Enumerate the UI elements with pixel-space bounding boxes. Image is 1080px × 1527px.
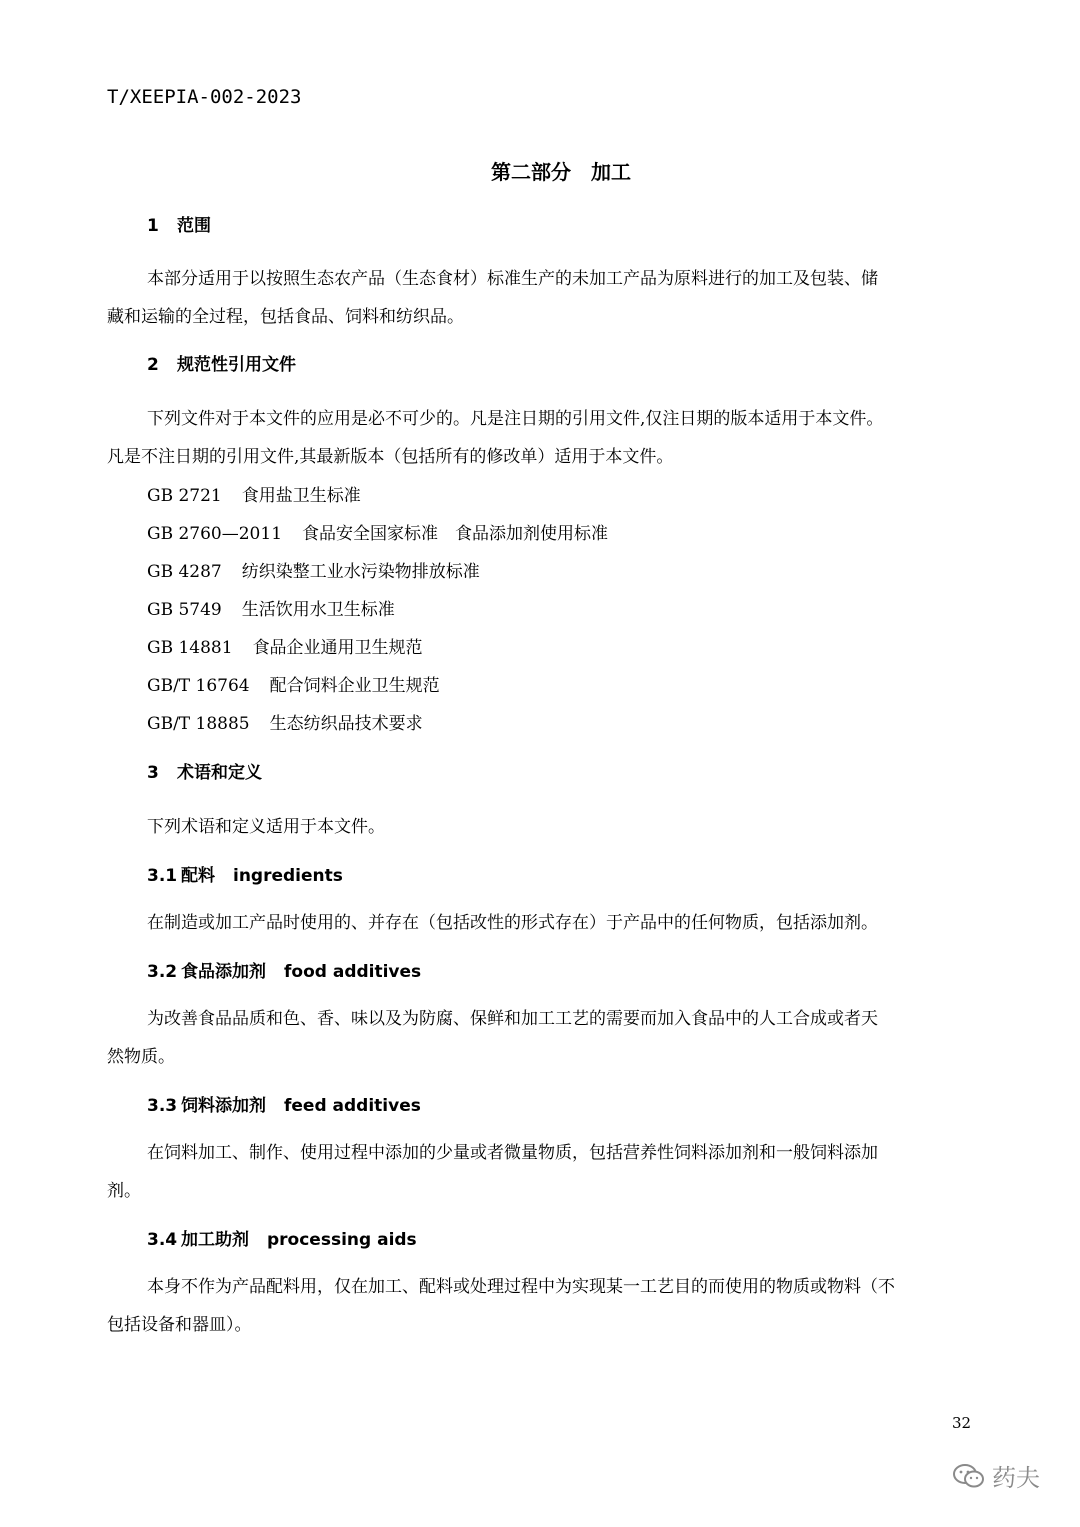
term-zh: 饲料添加剂 [181,1096,266,1116]
reference-title: 纺织染整工业水污染物排放标准 [241,562,480,582]
section-number: 1 [147,216,159,236]
reference-code: GB 4287 [147,562,222,582]
reference-item [147,709,423,734]
term-definition-line-1: 在饲料加工、制作、使用过程中添加的少量或者微量物质，包括营养性饲料添加剂和一般饲料添加 [147,1143,878,1163]
reference-item [147,519,608,544]
term-number: 3.3 [147,1096,178,1116]
term-definition-line-1: 为改善食品品质和色、香、味以及为防腐、保鲜和加工工艺的需要而加入食品中的人工合成或者天 [147,1009,878,1029]
term-heading [147,1091,421,1116]
page-number: 32 [952,1414,972,1432]
term-definition-line-1: 本身不作为产品配料用，仅在加工、配料或处理过程中为实现某一工艺目的而使用的物质或物料（不 [147,1277,895,1297]
term-zh: 食品添加剂 [181,962,266,982]
section-2-text-line-1: 下列文件对于本文件的应用是必不可少的。凡是注日期的引用文件,仅注日期的版本适用于本文件。 [147,409,884,429]
reference-title: 生态纺织品技术要求 [269,714,423,734]
term-zh: 配料 [181,866,215,886]
section-3-heading [147,758,262,783]
section-1-text-line-2: 藏和运输的全过程，包括食品、饲料和纺织品。 [107,307,464,327]
section-title: 术语和定义 [177,763,262,783]
reference-item [147,481,361,506]
section-2-heading [147,350,296,375]
part-title: 第二部分 加工 [491,160,631,184]
reference-item [147,557,480,582]
term-number: 3.1 [147,866,178,886]
term-heading [147,957,421,982]
section-1-text-line-1: 本部分适用于以按照生态农产品（生态食材）标准生产的未加工产品为原料进行的加工及包装、储 [147,269,878,289]
reference-item [147,633,423,658]
reference-title: 食用盐卫生标准 [241,486,361,506]
watermark [952,1458,1040,1493]
reference-code: GB/T 18885 [147,714,250,734]
section-3-intro: 下列术语和定义适用于本文件。 [147,817,385,837]
term-definition-line-2: 剂。 [107,1181,141,1201]
wechat-icon [952,1462,986,1490]
term-en: ingredients [233,866,343,886]
reference-item [147,595,395,620]
reference-code: GB 2721 [147,486,222,506]
term-heading [147,861,343,886]
reference-item [147,671,440,696]
term-zh: 加工助剂 [181,1230,249,1250]
term-number: 3.4 [147,1230,178,1250]
document-id: T/XEEPIA-002-2023 [107,86,302,108]
section-1-heading [147,211,211,236]
term-definition-line-1: 在制造或加工产品时使用的、并存在（包括改性的形式存在）于产品中的任何物质，包括添加剂。 [147,913,878,933]
reference-code: GB 14881 [147,638,233,658]
section-title: 规范性引用文件 [177,355,296,375]
reference-code: GB/T 16764 [147,676,250,696]
section-number: 3 [147,763,159,783]
reference-title: 食品企业通用卫生规范 [252,638,423,658]
term-en: feed additives [284,1096,421,1116]
term-en: processing aids [267,1230,417,1250]
reference-code: GB 2760—2011 [147,524,283,544]
term-heading [147,1225,417,1250]
reference-title: 食品安全国家标准 食品添加剂使用标准 [302,524,609,544]
term-definition-line-2: 然物质。 [107,1047,175,1067]
section-title: 范围 [177,216,211,236]
term-en: food additives [284,962,422,982]
reference-code: GB 5749 [147,600,222,620]
reference-title: 生活饮用水卫生标准 [241,600,395,620]
reference-title: 配合饲料企业卫生规范 [269,676,440,696]
section-2-text-line-2: 凡是不注日期的引用文件,其最新版本（包括所有的修改单）适用于本文件。 [107,447,674,467]
term-number: 3.2 [147,962,178,982]
watermark-text: 药夫 [992,1464,1040,1492]
term-definition-line-2: 包括设备和器皿）。 [107,1315,252,1335]
section-number: 2 [147,355,159,375]
